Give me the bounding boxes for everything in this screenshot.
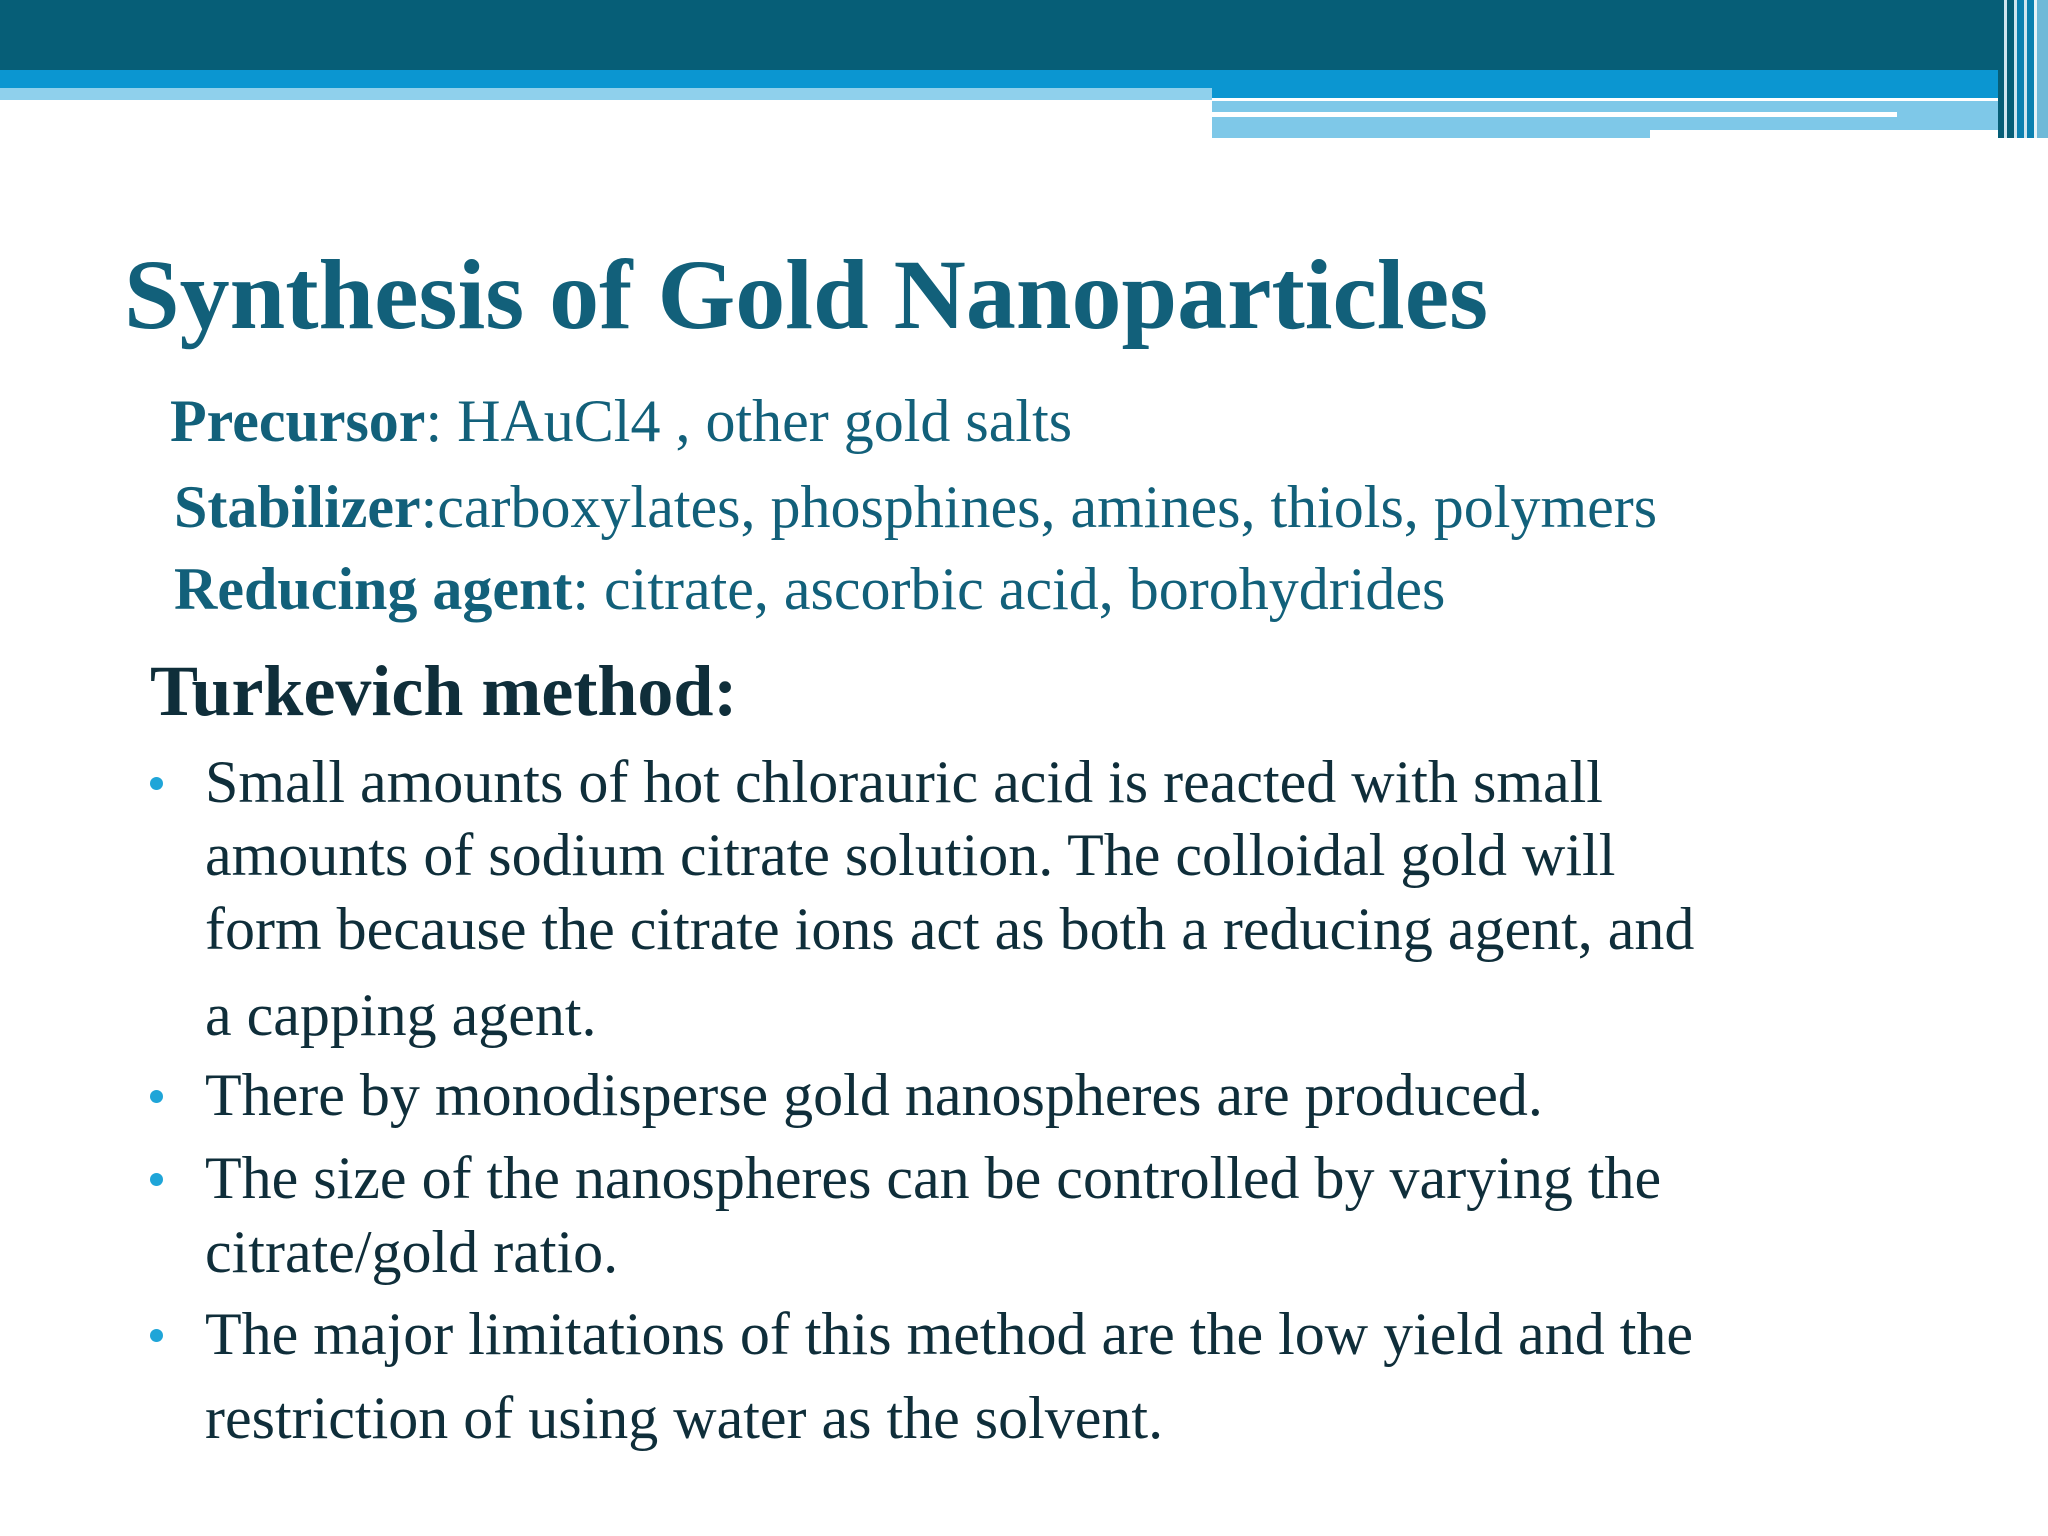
header-band-right-upper [1212,70,2048,100]
header-edge-stripes [1998,0,2048,138]
definition-label: Reducing agent [174,556,573,622]
definition-precursor [170,388,1072,454]
bullet-line: The size of the nanospheres can be controlled by varying the [205,1145,1662,1211]
definition-value: carboxylates, phosphines, amines, thiols, polymers [437,474,1658,540]
definition-stabilizer [174,474,1657,540]
bullet-line: restriction of using water as the solvent. [205,1385,1164,1451]
bullet-line: There by monodisperse gold nanospheres are produced. [205,1062,1543,1128]
header-band-mid [0,70,1212,88]
header-accent-line [1212,112,1897,117]
bullet-dot-icon [150,1090,163,1103]
header-divider-line [1212,98,2048,101]
header-accent-line-short [1650,130,2048,138]
definition-separator: : [420,474,438,540]
bullet-line: amounts of sodium citrate solution. The colloidal gold will [205,822,1616,888]
bullet-dot-icon [150,777,163,790]
method-heading-text: Turkevich method [150,651,714,731]
bullet-dot-icon [150,1329,163,1342]
definition-reducing-agent [174,556,1445,622]
definition-separator: : [425,388,458,454]
header-band-dark [0,0,2048,70]
method-heading-colon: : [713,651,738,731]
bullet-dot-icon [150,1173,163,1186]
bullet-line: The major limitations of this method are the low yield and the [205,1301,1693,1367]
bullet-line: form because the citrate ions act as both a reducing agent, and [205,896,1695,962]
definition-value: citrate, ascorbic acid, borohydrides [604,556,1446,622]
definition-label: Precursor [170,388,426,454]
bullet-line: a capping agent. [205,982,597,1048]
definition-separator: : [572,556,605,622]
definition-label: Stabilizer [174,474,421,540]
bullet-line: Small amounts of hot chlorauric acid is reacted with small [205,749,1603,815]
bullet-line: citrate/gold ratio. [205,1219,619,1285]
method-heading [150,652,737,731]
slide-title: Synthesis of Gold Nanoparticles [124,239,1489,350]
header-band-light [0,88,1212,100]
definition-value: HAuCl4 , other gold salts [457,388,1073,454]
